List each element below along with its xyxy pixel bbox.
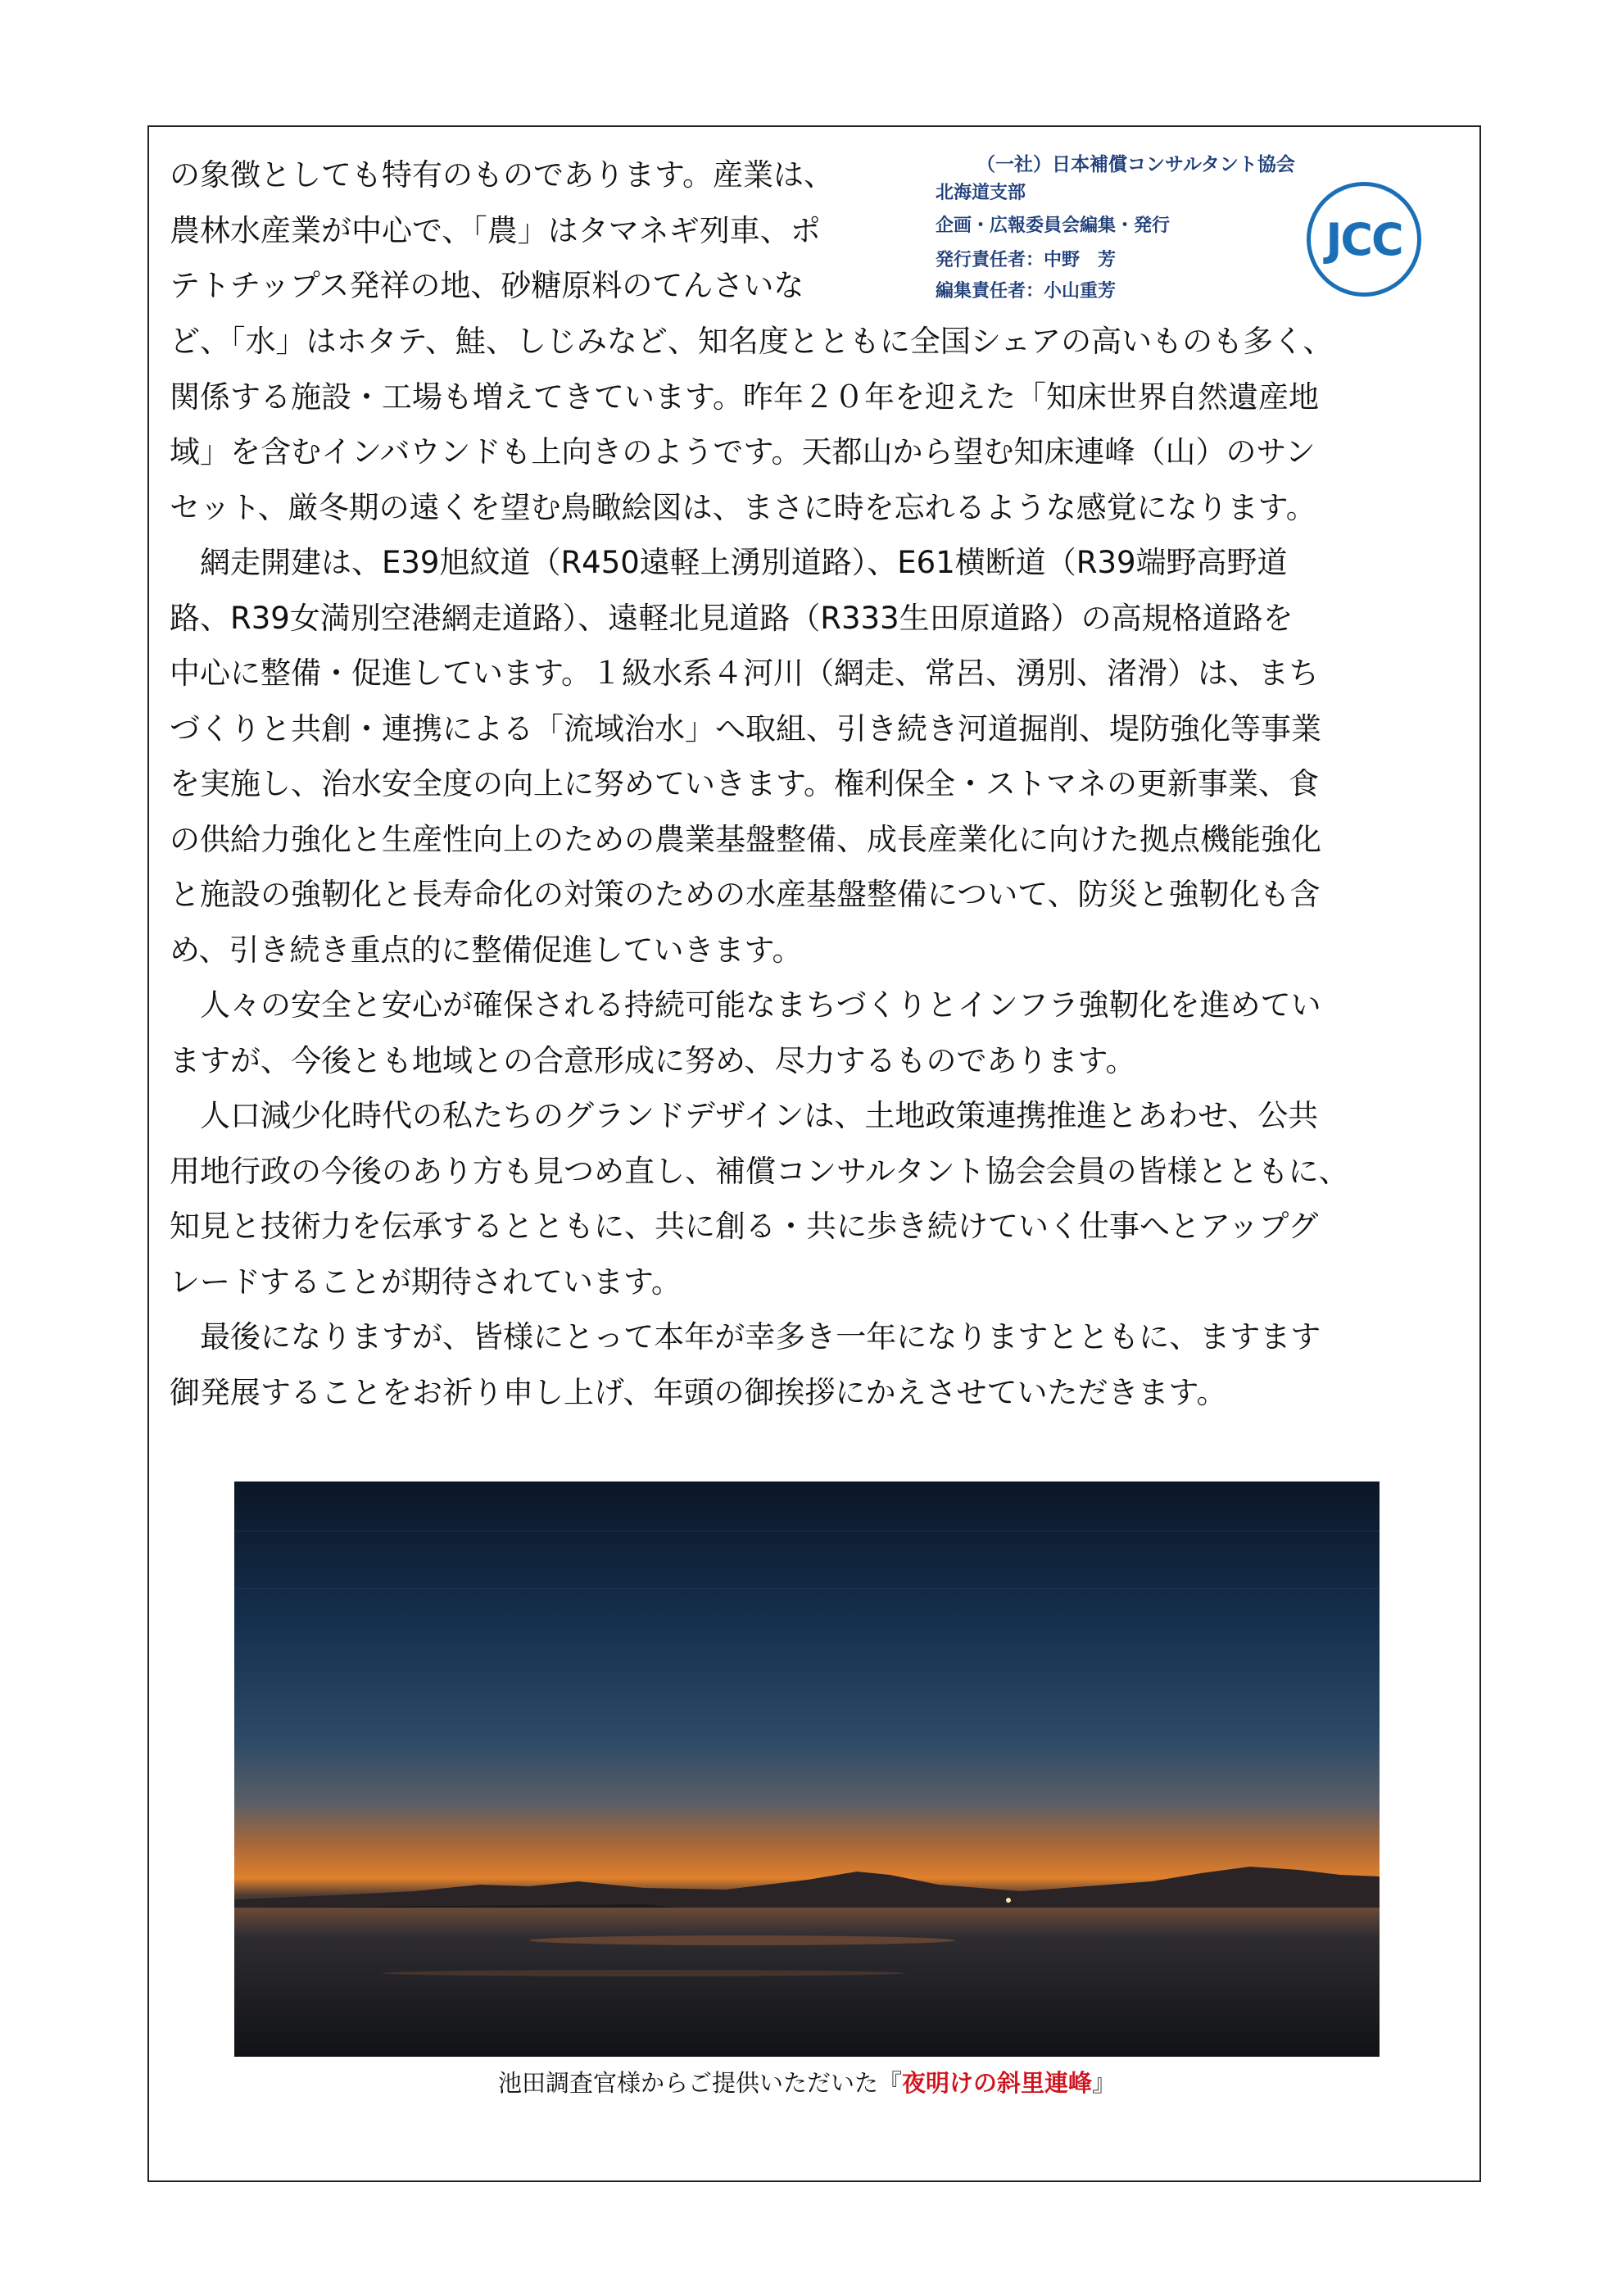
body-line: ど、「水」はホタテ、鮭、しじみなど、知名度とともに全国シェアの高いものも多く、 (170, 324, 1334, 359)
body-line: 人口減少化時代の私たちのグランドデザインは、土地政策連携推進とあわせ、公共 (170, 1098, 1319, 1133)
body-line: を実施し、治水安全度の向上に努めていきます。権利保全・ストマネの更新事業、食 (170, 766, 1320, 801)
body-line: 中心に整備・促進しています。１級水系４河川（網走、常呂、湧別、渚滑）は、まち (170, 656, 1320, 691)
body-line: 網走開建は、E39旭紋道（R450遠軽上湧別道路）、E61横断道（R39端野高野道 (170, 545, 1288, 580)
body-line: 用地行政の今後のあり方も見つめ直し、補償コンサルタント協会会員の皆様とともに、 (170, 1153, 1349, 1189)
body-line: 知見と技術力を伝承するとともに、共に創る・共に歩き続けていく仕事へとアップグ (170, 1209, 1319, 1244)
photo-caption (234, 2065, 1380, 2099)
body-line: 最後になりますが、皆様にとって本年が幸多き一年になりますとともに、ますます (170, 1319, 1321, 1354)
lead-line: テトチップス発祥の地、砂糖原料のてんさいな (170, 268, 804, 303)
body-line: と施設の強靭化と長寿命化の対策のための水産基盤整備について、防災と強靭化も含 (170, 877, 1321, 912)
body-line: レードすることが期待されています。 (170, 1264, 682, 1300)
body-line: ますが、今後とも地域との合意形成に努め、尽力するものであります。 (170, 1042, 1136, 1078)
body-line: セット、厳冬期の遠くを望む鳥瞰絵図は、まさに時を忘れるような感覚になります。 (170, 489, 1316, 525)
logo-text: JCC (1325, 213, 1402, 265)
publisher-line: 発行責任者：中野 芳 (936, 250, 1117, 270)
editor-line: 企画・広報委員会編集・発行 (936, 216, 1171, 236)
body-line: の供給力強化と生産性向上のための農業基盤整備、成長産業化に向けた拠点機能強化 (170, 821, 1321, 857)
caption-suffix: 』 (1092, 2069, 1117, 2097)
body-text (170, 314, 1466, 1420)
body-line: 域」を含むインバウンドも上向きのようです。天都山から望む知床連峰（山）のサン (170, 434, 1316, 470)
body-line: 人々の安全と安心が確保される持続可能なまちづくりとインフラ強靭化を進めてい (170, 987, 1321, 1023)
body-line: 関係する施設・工場も増えてきています。昨年２０年を迎えた「知床世界自然遺産地 (170, 379, 1320, 415)
branch-name: 北海道支部 (936, 183, 1026, 203)
caption-prefix: 池田調査官様からご提供いただいた『 (497, 2069, 902, 2097)
lead-paragraph (170, 147, 936, 314)
lead-line: の象徴としても特有のものであります。産業は、 (170, 157, 835, 193)
chief-editor-line: 編集責任者：小山重芳 (936, 281, 1117, 302)
body-line: 御発展することをお祈り申し上げ、年頭の御挨拶にかえさせていただきます。 (170, 1374, 1227, 1410)
body-line: 路、R39女満別空港網走道路）、遠軽北見道路（R333生田原道路）の高規格道路を (170, 600, 1294, 636)
sunrise-photo (234, 1482, 1380, 2057)
jcc-logo (1307, 182, 1421, 297)
org-name: （一社）日本補償コンサルタント協会 (976, 154, 1295, 175)
body-line: め、引き続き重点的に整備促進していきます。 (170, 932, 803, 968)
body-line: づくりと共創・連携による「流域治水」へ取組、引き続き河道掘削、堤防強化等事業 (170, 710, 1321, 746)
lead-line: 農林水産業が中心で、「農」はタマネギ列車、ポ (170, 212, 821, 248)
caption-title: 夜明けの斜里連峰 (901, 2069, 1092, 2097)
